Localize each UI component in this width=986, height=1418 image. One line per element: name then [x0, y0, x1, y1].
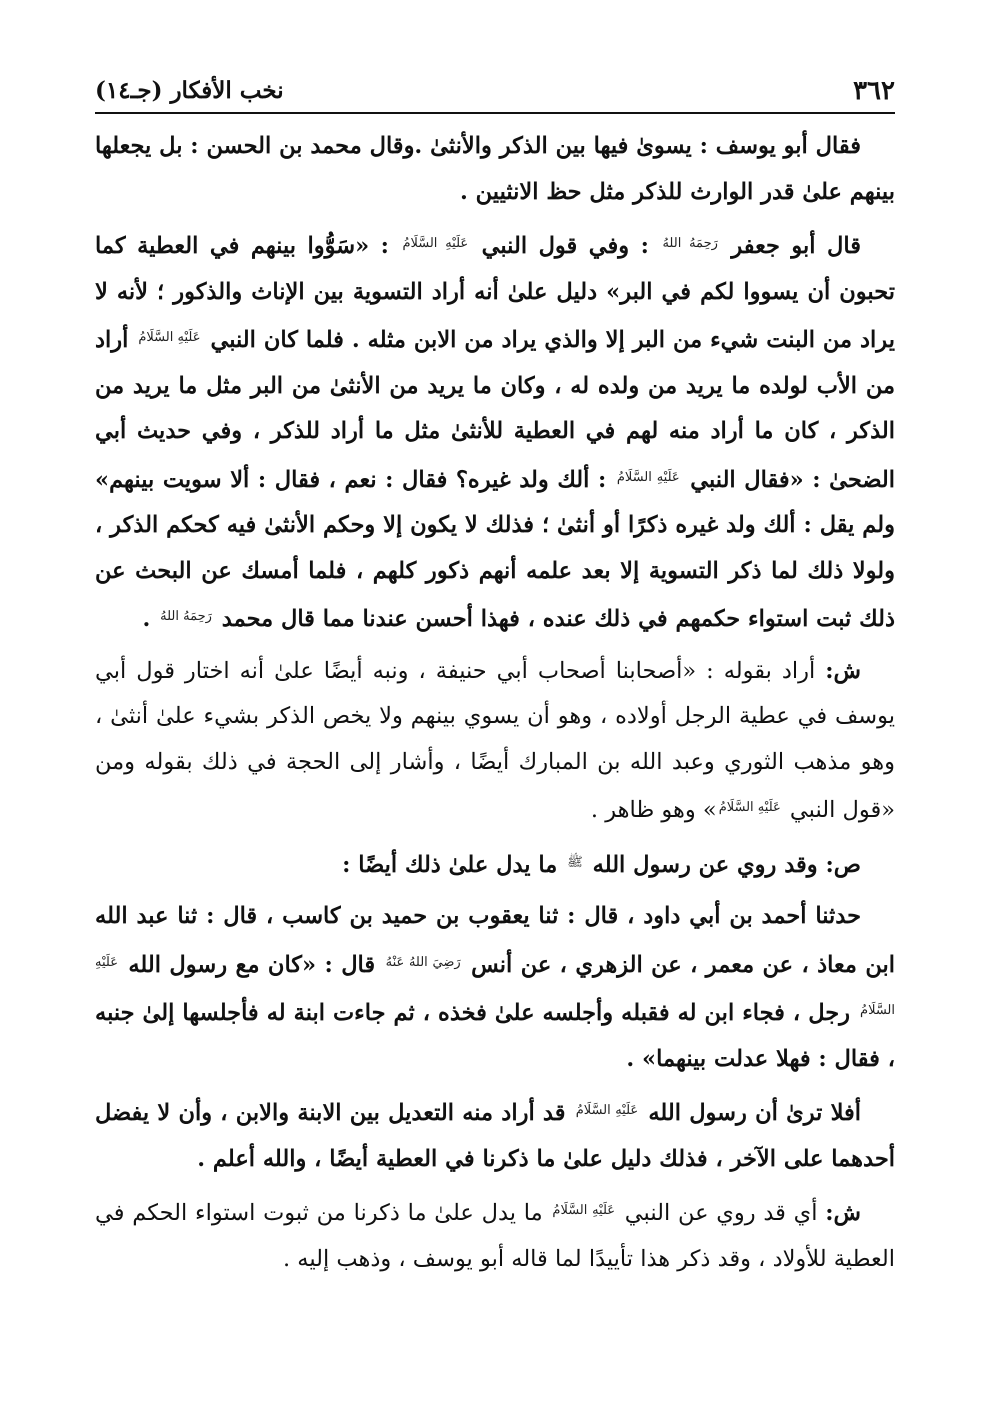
paragraph — [95, 1088, 895, 1182]
text-segment: : وفي قول النبي — [470, 233, 661, 259]
text-segment: أفلا ترىٰ أن رسول الله — [640, 1100, 862, 1126]
paragraph — [95, 221, 895, 643]
honorific-symbol: رَحِمَهُ اللهُ — [662, 236, 718, 251]
book-page — [95, 74, 895, 1288]
text-segment: . — [142, 606, 159, 632]
text-segment: قد أراد منه التعديل بين الابنة والابن ، وأن لا يفضل أحدهما على الآخر ، فذلك دليل علىٰ ما ذكرنا في العطية أيضًا ، والله أعلم . — [95, 1100, 895, 1172]
text-segment: ما يدل علىٰ ما ذكرنا من ثبوت استواء الحكم في العطية للأولاد ، وقد ذكر هذا تأييدًا لما قاله أبو يوسف ، وذهب إليه . — [95, 1200, 895, 1272]
text-segment: أي قد روي عن النبي — [617, 1200, 826, 1226]
text-segment: رجل ، فجاء ابن له فقبله وأجلسه علىٰ فخذه ، ثم جاءت ابنة له فأجلسها إلىٰ جنبه ، فقال : فهلا عدلت بينهما» . — [95, 1000, 895, 1072]
paragraph — [95, 124, 895, 215]
text-segment: حدثنا أحمد بن أبي داود ، قال : ثنا يعقوب بن حميد بن كاسب ، قال : ثنا عبد الله ابن معاذ ، عن معمر ، عن الزهري ، عن أنس — [95, 903, 895, 978]
honorific-symbol: عَلَيْهِ السَّلَامُ — [552, 1203, 616, 1218]
commentary-label: ش: — [825, 1200, 861, 1226]
commentary-label: ص: — [825, 851, 861, 878]
text-segment: : ألك ولد غيره؟ فقال : نعم ، فقال : ألا سويت بينهم» ولم يقل : ألك ولد غيره ذكرًا أو أنثىٰ ؛ فذلك لا يكون إلا وحكم الأنثىٰ فيه كحكم الذكر ، ولولا ذلك لما ذكر التسوية إلا بعد علمه أنهم ذكور كلهم ، فلما أمسك عن البحث عن ذلك ثبت استواء حكمهم في ذلك عنده ، فهذا أحسن عندنا مما قال محمد — [95, 466, 895, 632]
page-header — [95, 74, 895, 108]
honorific-symbol: عَلَيْهِ السَّلَامُ — [402, 236, 469, 251]
paragraph — [95, 840, 895, 889]
paragraph — [95, 1188, 895, 1282]
header-divider — [95, 112, 895, 114]
honorific-symbol: عَلَيْهِ السَّلَامُ — [95, 954, 895, 1018]
honorific-symbol: رَحِمَهُ اللهُ — [160, 609, 212, 624]
honorific-symbol: عَلَيْهِ السَّلَامُ — [718, 800, 781, 815]
honorific-symbol: عَلَيْهِ السَّلَامُ — [575, 1103, 639, 1118]
honorific-symbol: عَلَيْهِ السَّلَامُ — [138, 330, 201, 345]
page-body — [95, 124, 895, 1282]
text-segment: قال : «كان مع رسول الله — [119, 951, 384, 978]
honorific-symbol: عَلَيْهِ السَّلَامُ — [616, 469, 680, 485]
text-segment: ما يدل علىٰ ذلك أيضًا : — [342, 851, 566, 878]
text-segment: قال أبو جعفر — [719, 233, 862, 259]
commentary-label: ش: — [825, 657, 861, 684]
page-number: ٣٦٢ — [853, 76, 895, 106]
honorific-symbol: رَضِيَ اللهُ عَنْهُ — [385, 954, 461, 970]
text-segment: وقد روي عن رسول الله — [584, 851, 826, 878]
text-segment: : «سَوُّوا بينهم في العطية كما تحبون أن يسووا لكم في البر» دليل علىٰ أنه أراد التسوية بين الإناث والذكور ؛ لأنه لا يراد من البنت شيء من البر إلا والذي يراد من الابن مثله . فلما كان النبي — [95, 233, 895, 353]
book-title: نخب الأفكار (جـ١٤) — [95, 77, 284, 104]
text-segment: أراد من الأب لولده ما يريد من ولده له ، وكان ما يريد من الأنثىٰ من البر مثل ما يريد من الذكر ، كان ما أراد منه لهم في العطية للأنثىٰ مثل ما أراد للذكر ، وفي حديث أبي الضحىٰ : «فقال النبي — [95, 327, 896, 493]
honorific-symbol: ﷺ — [567, 854, 583, 870]
text-segment: فقال أبو يوسف : يسوىٰ فيها بين الذكر والأنثىٰ .وقال محمد بن الحسن : بل يجعلها بينهم علىٰ قدر الوارث للذكر مثل حظ الانثيين . — [95, 133, 895, 205]
paragraph — [95, 649, 895, 834]
text-segment: أراد بقوله : «أصحابنا أصحاب أبي حنيفة ، ونبه أيضًا علىٰ أنه اختار قول أبي يوسف في عطية الرجل أولاده ، وهو أن يسوي بينهم ولا يخص الذكر بشيء علىٰ أنثىٰ ، وهو مذهب الثوري وعبد الله بن المبارك أيضًا ، وأشار إلى الحجة في ذلك بقوله ومن «قول النبي — [95, 657, 895, 823]
paragraph — [95, 894, 895, 1082]
text-segment: » وهو ظاهر . — [590, 797, 717, 823]
